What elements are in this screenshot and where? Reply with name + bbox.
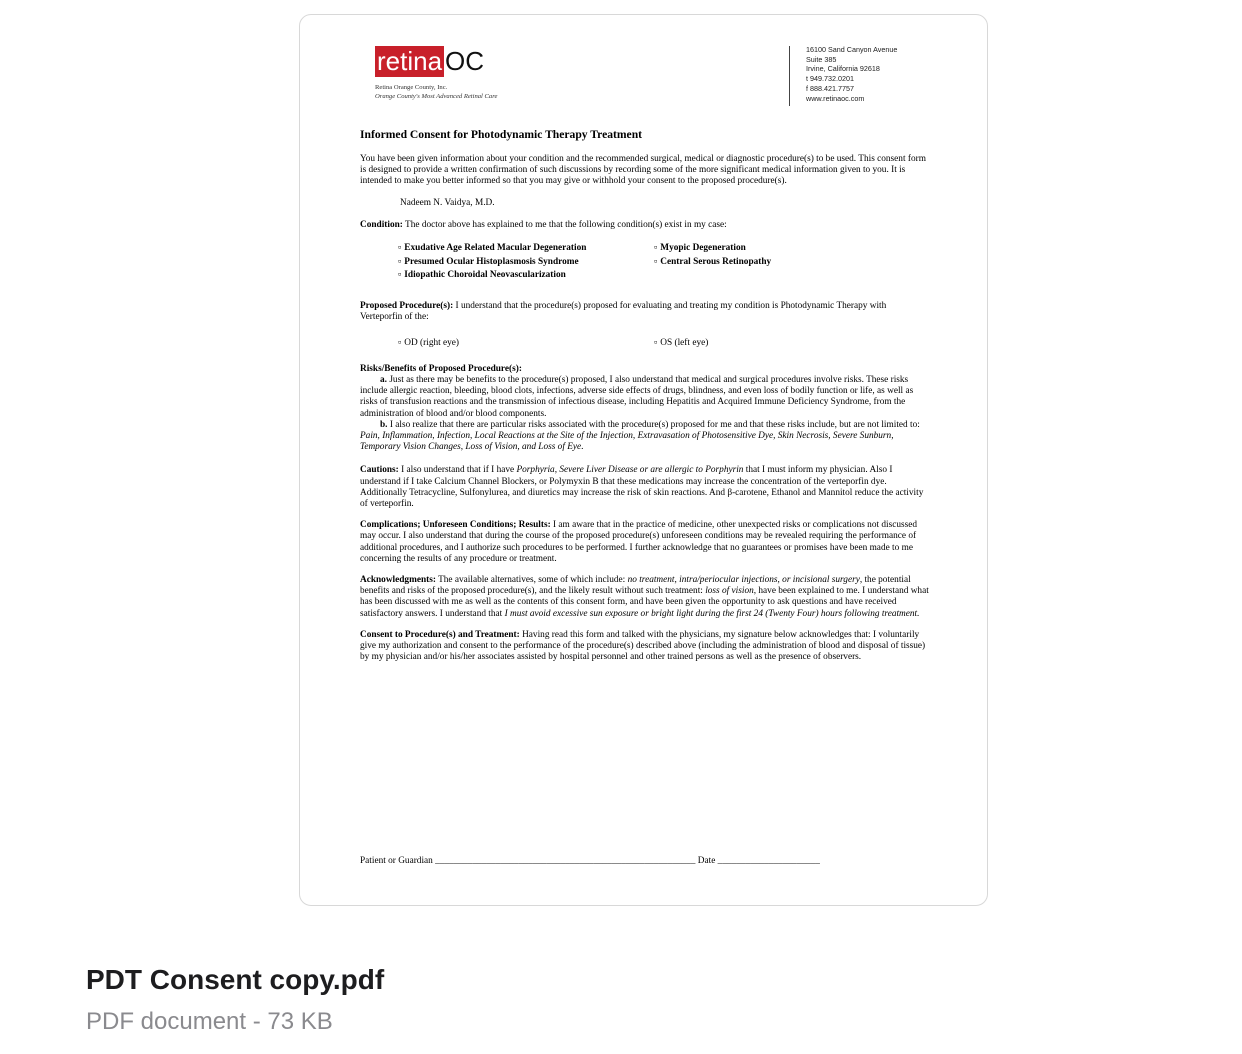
- risk-b-list: Pain, Inflammation, Infection, Local Reactions at the Site of the Injection, Extravasation of Photosensitive Dye, Skin Necrosis, Severe Sunburn, Temporary Vision Changes, Loss of Vision, and Loss of Eye: [360, 431, 894, 453]
- condition-checklist: [360, 243, 930, 281]
- condition-option: [398, 270, 654, 281]
- eye-checklist: [360, 338, 930, 349]
- condition-option-label: Exudative Age Related Macular Degeneration: [404, 243, 587, 254]
- condition-option: [654, 243, 914, 254]
- address-line: Suite 385: [806, 54, 837, 64]
- risk-b-marker: [360, 420, 388, 430]
- ack-result: loss of vision: [705, 586, 754, 597]
- checkbox-icon: ▫: [398, 337, 402, 348]
- checkbox-icon: ▫: [654, 256, 658, 267]
- eye-option-label: OS (left eye): [660, 337, 709, 348]
- cautions-pre: I also understand that if I have: [401, 465, 515, 476]
- logo-subtitle: [375, 84, 497, 101]
- eye-option-label: OD (right eye): [404, 337, 460, 348]
- retina-oc-logo: [375, 46, 497, 101]
- ack-mid: , the potential benefits and risks of the proposed procedure(s), and the likely result without such treatment:: [360, 575, 911, 597]
- condition-option-label: Central Serous Retinopathy: [660, 256, 772, 267]
- checkbox-icon: ▫: [398, 256, 402, 267]
- address-web: www.retinaoc.com: [806, 93, 865, 103]
- eye-option: [654, 338, 914, 349]
- logo-tagline: Orange County's Most Advanced Retinal Care: [375, 92, 498, 100]
- risk-a-text: Just as there may be benefits to the procedure(s) proposed, I also understand that medical and surgical procedures involve risks. These risks include allergic reaction, bleeding, blood clots, infections, adverse side effects of drugs, blindness, and even loss of bodily function or life, as well as risks of transfusion reactions and the transmission of infectious disease, including Hepatitis and Acquired Immune Deficiency Syndrome, from the administration of blood and/or blood components.: [360, 375, 914, 419]
- risk-b-label: b.: [380, 419, 388, 430]
- date-blank: ______________________: [717, 856, 820, 866]
- address-line: Irvine, California 92618: [806, 64, 880, 74]
- signature-blank: ________________________________________________________: [435, 856, 696, 866]
- logo-wordmark: [375, 46, 497, 77]
- risks-label: Risks/Benefits of Proposed Procedure(s):: [360, 363, 522, 374]
- checkbox-icon: ▫: [398, 270, 402, 281]
- address-block: [806, 45, 897, 103]
- address-phone: t 949.732.0201: [806, 74, 854, 84]
- intro-paragraph: You have been given information about your condition and the recommended surgical, medical or diagnostic procedure(s) to be used. This consent form is designed to provide a written confirmation of such discussions by recording some of the more significant medical information given to you. It is intended to make you better informed so that you may give or withhold your consent to the proposed procedure(s).: [360, 154, 926, 187]
- procedure-label: Proposed Procedure(s):: [360, 301, 454, 312]
- consent-paragraph: [360, 630, 930, 664]
- condition-option: [654, 257, 914, 268]
- consent-label: Consent to Procedure(s) and Treatment:: [360, 629, 520, 640]
- pdf-preview-thumbnail[interactable]: [299, 14, 988, 906]
- logo-company: Retina Orange County, Inc.: [375, 84, 448, 91]
- date-label: Date: [697, 856, 716, 866]
- condition-label: Condition:: [360, 219, 403, 230]
- procedure-text: I understand that the procedure(s) proposed for evaluating and treating my condition is Photodynamic Therapy with Verteporfin of the:: [360, 301, 887, 323]
- acknowledgments-paragraph: [360, 575, 930, 620]
- document-title: Informed Consent for Photodynamic Therapy Treatment: [360, 128, 643, 141]
- pdf-page: [300, 15, 987, 905]
- cautions-paragraph: [360, 465, 930, 510]
- address-line: 16100 Sand Canyon Avenue: [806, 45, 898, 54]
- signature-label: Patient or Guardian: [360, 856, 433, 866]
- condition-option: [398, 257, 654, 268]
- ack-sun-warning: I must avoid excessive sun exposure or bright light during the first 24 (Twenty Four) hours following treatment.: [504, 608, 920, 619]
- checkbox-icon: ▫: [654, 243, 658, 254]
- file-name: PDT Consent copy.pdf: [86, 964, 385, 995]
- complications-paragraph: [360, 520, 930, 565]
- condition-option-label: Idiopathic Choroidal Neovascularization: [404, 270, 566, 281]
- cautions-label: Cautions:: [360, 465, 399, 476]
- logo-red-text: retina: [377, 46, 443, 76]
- checkbox-icon: ▫: [654, 337, 658, 348]
- cautions-conditions: Porphyria, Severe Liver Disease or are allergic to Porphyrin: [516, 465, 744, 476]
- eye-option: [398, 338, 654, 349]
- file-meta: PDF document - 73 KB: [86, 1008, 333, 1035]
- consent-text: Having read this form and talked with the physicians, my signature below acknowledges that: I voluntarily give my authorization and consent to the performance of the procedure(s) described above (including the administration of blood and disposal of tissue) by my physician and/or his/her associates assisted by hospital personnel and other trained persons as well as the presence of observers.: [360, 629, 926, 663]
- condition-paragraph: [360, 220, 930, 231]
- risk-a-label: a.: [380, 375, 387, 386]
- logo-black-text: OC: [445, 46, 485, 76]
- condition-option-label: Presumed Ocular Histoplasmosis Syndrome: [404, 256, 579, 267]
- risks-section: [360, 364, 930, 454]
- ack-mid2: , have been explained to me. I understand what has been discussed with me as well as the contents of this consent form, and have been given the opportunity to ask questions and have received satisfactory answers. I understand that: [360, 586, 929, 619]
- doctor-name: Nadeem N. Vaidya, M.D.: [400, 197, 495, 208]
- cautions-post: that I must inform my physician. Also I understand if I take Calcium Channel Blockers, or Polymyxin B that these medications may increase the concentration of the verteporfin dye. Additionally Tetracycline, Sulfonylurea, and diuretics may increase the risk of skin reactions. And β-carotene, Ethanol and Mannitol reduce the activity of verteporfin.: [360, 465, 924, 510]
- risk-a-marker: [360, 375, 387, 385]
- procedure-paragraph: [360, 301, 930, 323]
- address-divider: [789, 46, 790, 106]
- ack-pre: The available alternatives, some of which include:: [438, 575, 626, 586]
- condition-option-label: Myopic Degeneration: [660, 243, 746, 254]
- risk-b-text: I also realize that there are particular risks associated with the procedure(s) proposed for me and that these risks include, but are not limited to:: [389, 419, 920, 430]
- acknowledgments-label: Acknowledgments:: [360, 575, 436, 586]
- address-fax: f 888.421.7757: [806, 83, 854, 93]
- condition-option: [398, 243, 654, 254]
- checkbox-icon: ▫: [398, 243, 402, 254]
- ack-alternatives: no treatment, intra/periocular injections, or incisional surgery: [627, 575, 860, 586]
- consent-document-body: [360, 128, 930, 674]
- condition-text: The doctor above has explained to me that the following condition(s) exist in my case:: [405, 219, 727, 230]
- complications-label: Complications; Unforeseen Conditions; Results:: [360, 520, 551, 531]
- risk-b-end: .: [581, 442, 584, 453]
- complications-text: I am aware that in the practice of medicine, other unexpected risks or complications not discussed may occur. I also understand that during the course of the proposed procedure(s) unforeseen conditions may be revealed requiring the performance of additional procedures, and I authorize such procedures to be performed. I further acknowledge that no guarantees or promises have been made to me concerning the results of any procedure or treatment.: [360, 520, 918, 564]
- signature-line: [360, 856, 930, 866]
